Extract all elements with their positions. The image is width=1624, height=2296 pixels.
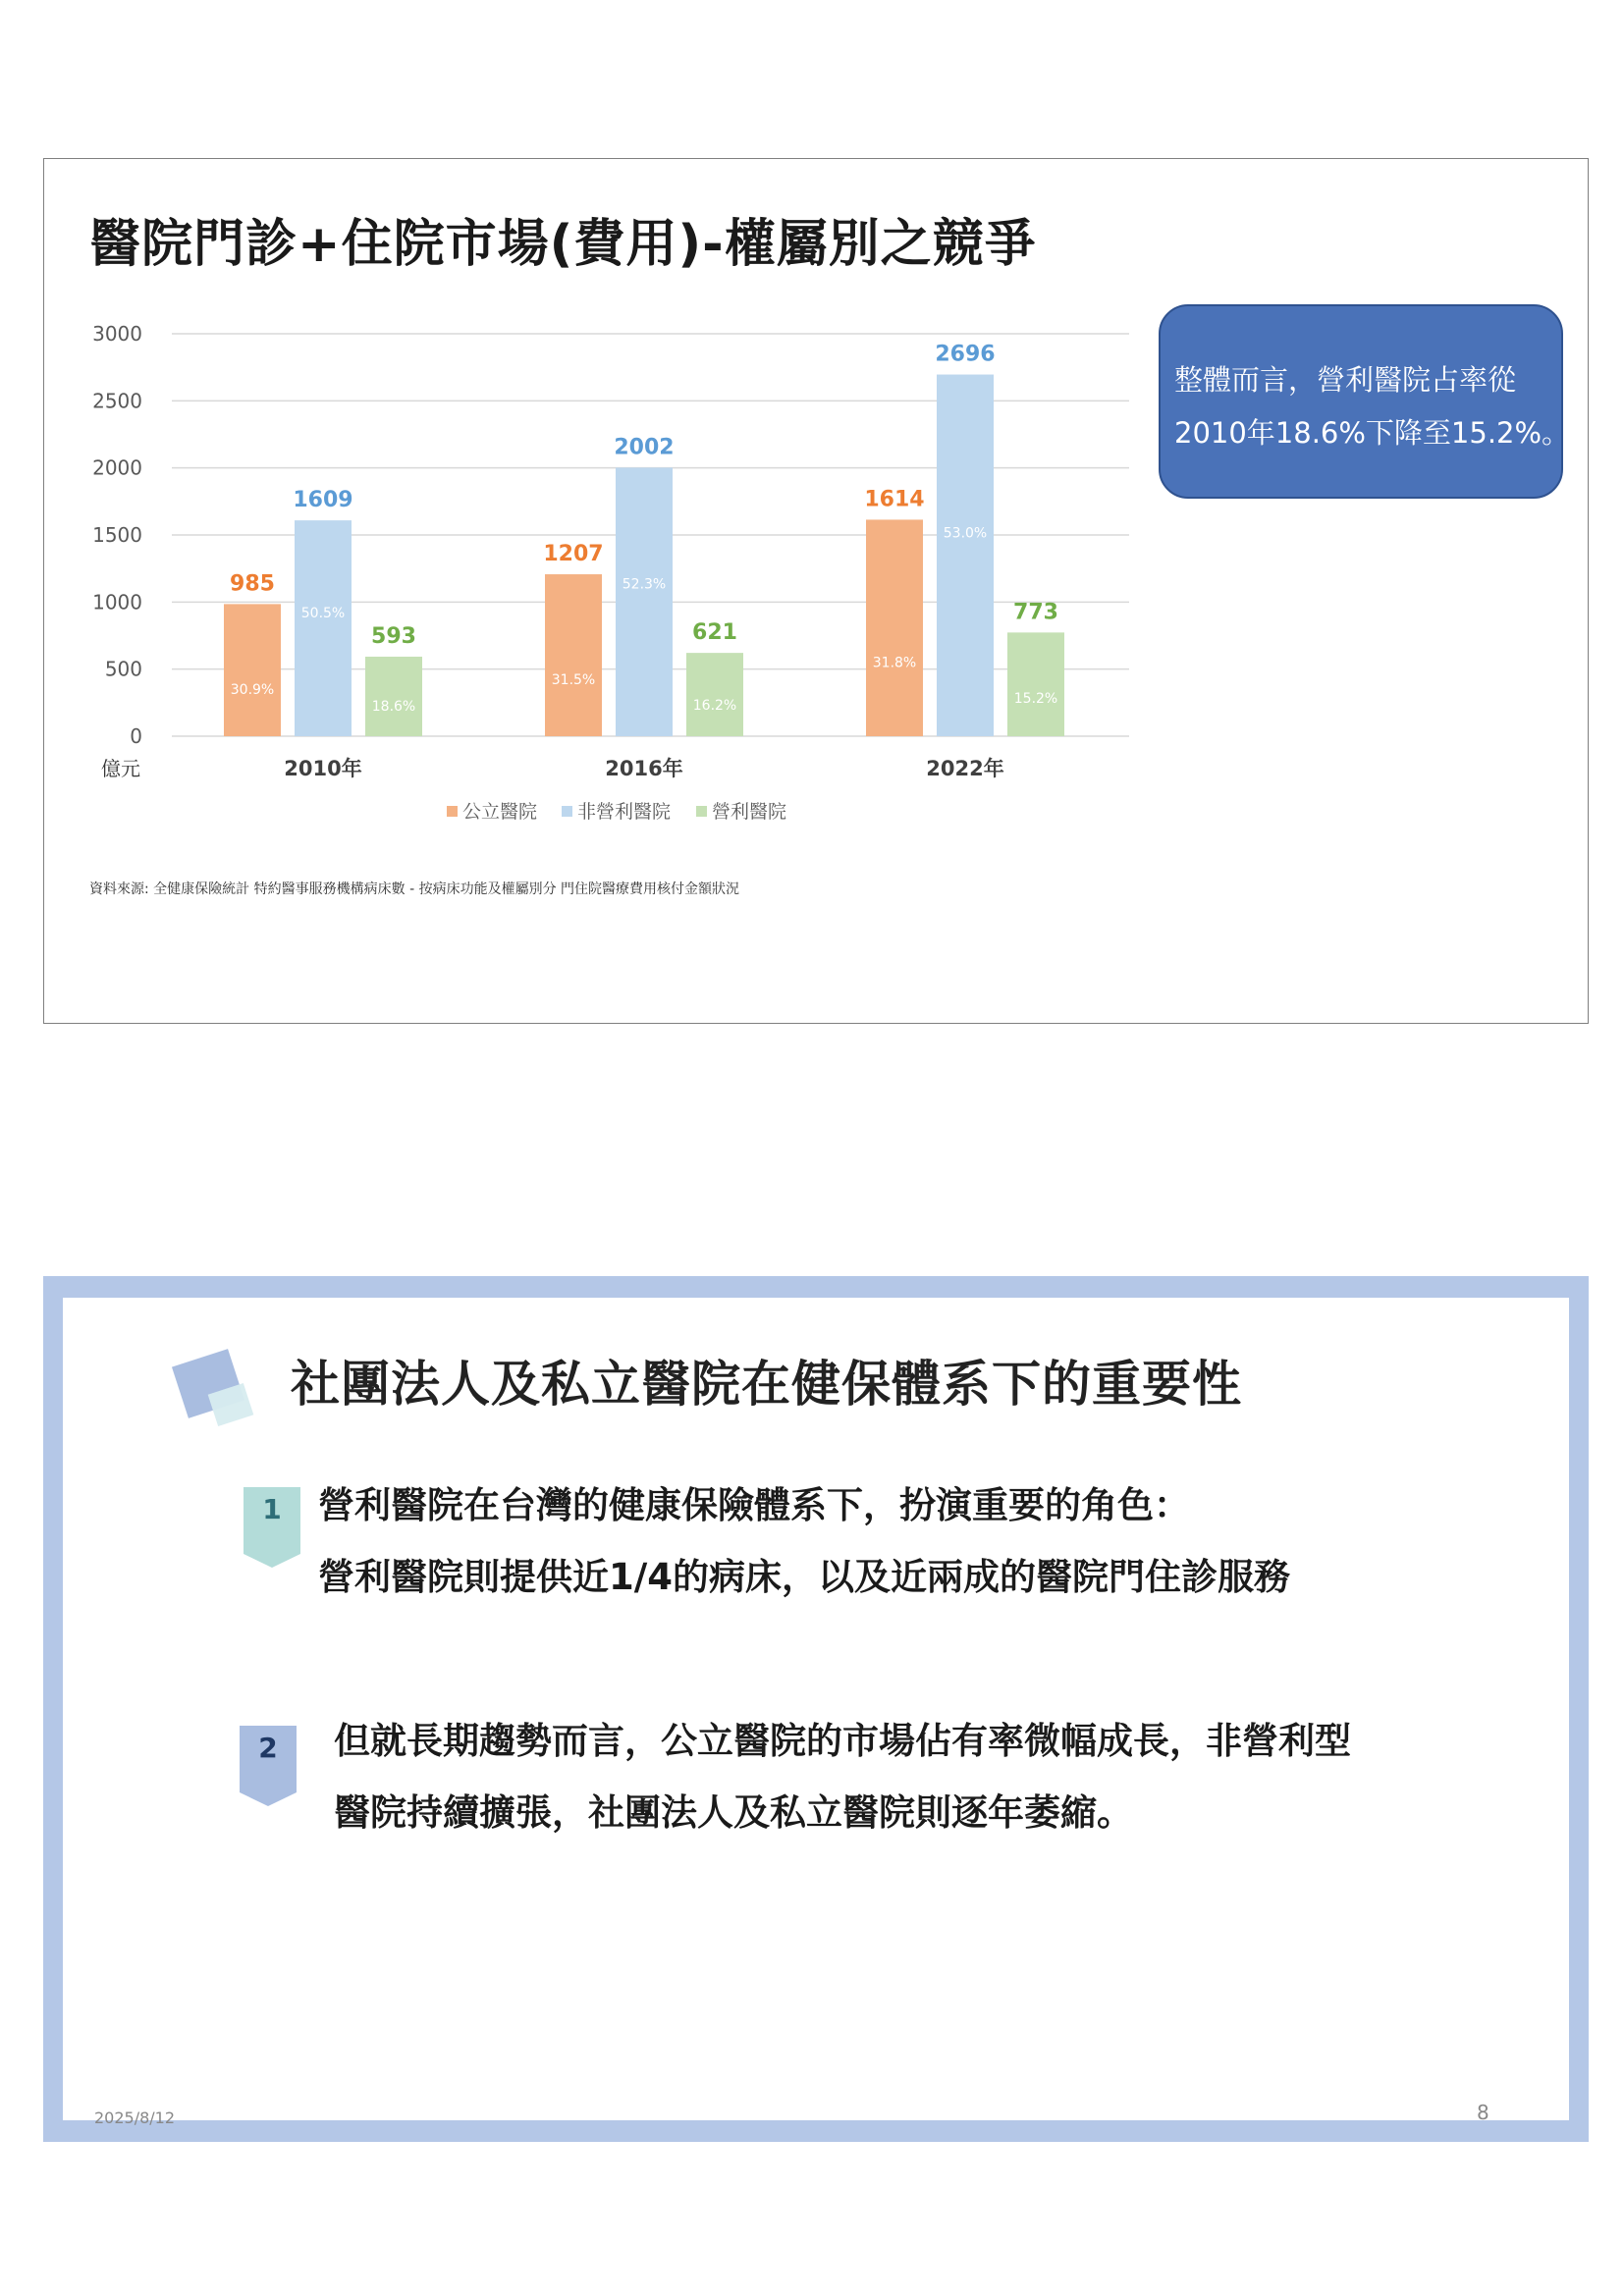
- point-2-line-1: 但就長期趨勢而言，公立醫院的市場佔有率微幅成長，非營利型: [334, 1720, 1351, 1762]
- callout-line-2: 2010年18.6%下降至15.2%。: [1174, 416, 1571, 450]
- bar-share-label: 53.0%: [943, 525, 988, 542]
- bar-value-label: 621: [692, 620, 737, 646]
- bar-value-label: 2002: [614, 435, 675, 460]
- y-tick-label: 0: [130, 724, 142, 748]
- slide-market-competition: [43, 158, 1589, 1024]
- bar-share-label: 15.2%: [1013, 691, 1058, 708]
- slide-importance: [43, 1276, 1589, 2142]
- x-tick-label: 2016年: [605, 757, 683, 780]
- number-badge-1: [244, 1487, 300, 1568]
- source-note: 資料來源: 全健康保險統計 特約醫事服務機構病床數 - 按病床功能及權屬別分 門住院醫療費用核付金額狀況: [89, 881, 740, 897]
- legend-swatch: [447, 806, 458, 817]
- bar: [1007, 632, 1064, 736]
- bar-share-label: 31.5%: [551, 672, 596, 689]
- bar-value-label: 1614: [864, 487, 925, 512]
- x-tick-label: 2010年: [284, 757, 362, 780]
- number-badge-2: [240, 1726, 297, 1806]
- bar: [545, 574, 602, 736]
- y-tick-label: 3000: [92, 322, 142, 346]
- point-2: [334, 1705, 1351, 1848]
- bar-share-label: 18.6%: [371, 699, 416, 716]
- bar-chart: [44, 159, 1164, 866]
- legend-label: 公立醫院: [462, 801, 538, 823]
- bar-share-label: 16.2%: [692, 697, 737, 714]
- y-tick-label: 2000: [92, 455, 142, 480]
- y-tick-label: 500: [104, 657, 142, 681]
- bar-value-label: 1207: [543, 542, 604, 567]
- legend-swatch: [562, 806, 572, 817]
- legend-label: 營利醫院: [712, 801, 787, 823]
- badge-number: 1: [262, 1493, 282, 1525]
- bar: [616, 467, 673, 736]
- point-1-line-1: 營利醫院在台灣的健康保險體系下，扮演重要的角色：: [318, 1484, 1190, 1526]
- bar-share-label: 30.9%: [230, 681, 275, 698]
- bar-share-label: 52.3%: [622, 576, 667, 593]
- slide-content: [63, 1298, 1569, 2127]
- badge-number: 2: [258, 1732, 278, 1764]
- bar: [866, 519, 923, 736]
- legend-label: 非營利醫院: [577, 801, 672, 823]
- bar: [224, 604, 281, 736]
- legend-swatch: [696, 806, 707, 817]
- point-1-line-2: 營利醫院則提供近1/4的病床，以及近兩成的醫院門住診服務: [318, 1556, 1291, 1598]
- y-tick-label: 1500: [92, 523, 142, 547]
- point-1: [318, 1469, 1290, 1613]
- slide-title: 醫院門診+住院市場(費用)-權屬別之競爭: [89, 215, 1037, 274]
- point-2-line-2: 醫院持續擴張，社團法人及私立醫院則逐年萎縮。: [334, 1791, 1133, 1834]
- bar: [295, 520, 352, 736]
- bar-share-label: 50.5%: [300, 606, 346, 622]
- x-tick-label: 2022年: [926, 757, 1004, 780]
- y-axis-unit: 億元: [101, 757, 140, 780]
- slide-title: 社團法人及私立醫院在健保體系下的重要性: [291, 1356, 1242, 1413]
- bar-share-label: 31.8%: [872, 655, 917, 671]
- bar: [686, 653, 743, 736]
- bar-value-label: 985: [230, 571, 275, 597]
- bar: [937, 375, 994, 736]
- slide-date: 2025/8/12: [94, 2109, 176, 2127]
- bar: [365, 657, 422, 736]
- y-tick-label: 1000: [92, 590, 142, 614]
- bar-value-label: 593: [371, 623, 416, 649]
- page-number: 8: [1477, 2101, 1489, 2124]
- bar-value-label: 773: [1013, 600, 1058, 625]
- callout-line-1: 整體而言，營利醫院占率從: [1174, 363, 1517, 397]
- bar-value-label: 2696: [935, 342, 996, 367]
- bar-value-label: 1609: [293, 488, 353, 513]
- y-tick-label: 2500: [92, 389, 142, 413]
- summary-callout: [1159, 304, 1571, 499]
